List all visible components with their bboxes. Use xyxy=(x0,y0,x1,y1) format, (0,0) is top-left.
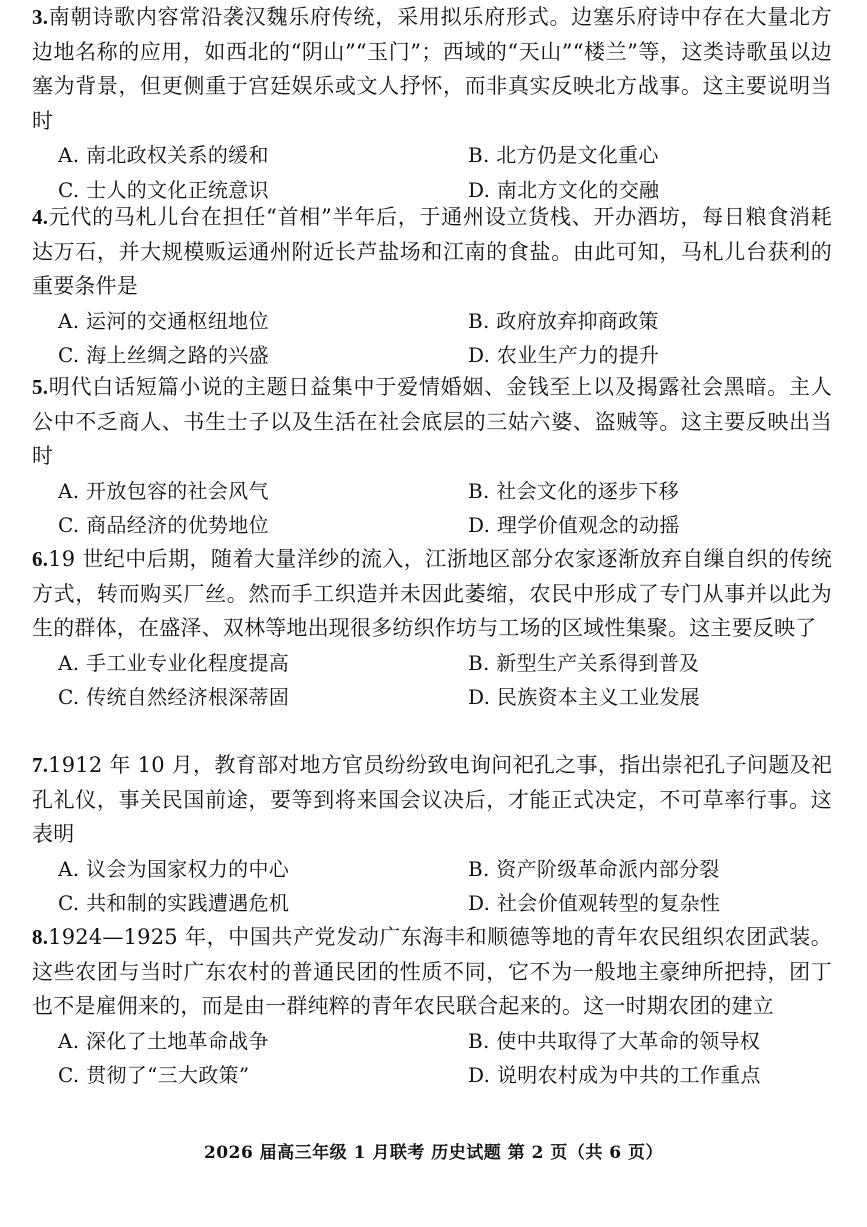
option-d: D. 社会价值观转型的复杂性 xyxy=(468,891,721,915)
options xyxy=(32,138,832,207)
question-stem xyxy=(32,200,832,304)
option-c: C. 共和制的实践遭遇危机 xyxy=(58,891,290,915)
options xyxy=(32,852,832,921)
question-number: 7. xyxy=(32,753,49,777)
question-text: 元代的马札儿台在担任“首相”半年后，于通州设立货栈、开办酒坊，每日粮食消耗达万石，并大规模贩运通州附近长芦盐场和江南的食盐。由此可知，马札儿台获利的重要条件是 xyxy=(32,205,832,298)
question-number: 4. xyxy=(32,205,49,229)
question-stem xyxy=(32,920,832,1024)
question-stem xyxy=(32,748,832,852)
question-5 xyxy=(32,370,832,543)
page-footer: 2026 届高三年级 1 月联考 历史试题 第 2 页（共 6 页） xyxy=(203,1143,664,1163)
option-d: D. 理学价值观念的动摇 xyxy=(468,513,680,537)
question-number: 5. xyxy=(32,375,49,399)
option-b: B. 使中共取得了大革命的领导权 xyxy=(468,1028,761,1053)
question-number: 8. xyxy=(32,925,49,949)
options xyxy=(32,304,832,373)
question-number: 6. xyxy=(32,547,49,571)
option-c: C. 海上丝绸之路的兴盛 xyxy=(58,343,269,367)
option-d: D. 南北方文化的交融 xyxy=(468,177,660,202)
question-text: 19 世纪中后期，随着大量洋纱的流入，江浙地区部分农家逐渐放弃自缫自织的传统方式，转而购买厂丝。然而手工织造并未因此萎缩，农民中形成了专门从事并以此为生的群体，在盛泽、双林等地出现很多纺织作坊与工场的区域性集聚。这主要反映了 xyxy=(32,547,832,640)
question-8 xyxy=(32,920,832,1093)
options xyxy=(32,1024,832,1093)
question-6 xyxy=(32,542,832,715)
question-4 xyxy=(32,200,832,373)
option-b: B. 政府放弃抑商政策 xyxy=(468,308,659,333)
option-b: B. 北方仍是文化重心 xyxy=(468,143,659,167)
option-d: D. 民族资本主义工业发展 xyxy=(468,685,700,709)
option-c: C. 传统自然经济根深蒂固 xyxy=(58,685,290,709)
question-stem xyxy=(32,0,832,138)
question-stem xyxy=(32,542,832,646)
option-c: C. 商品经济的优势地位 xyxy=(58,513,269,537)
option-a: A. 手工业专业化程度提高 xyxy=(58,650,290,675)
option-a: A. 深化了土地革命战争 xyxy=(58,1028,269,1053)
question-text: 明代白话短篇小说的主题日益集中于爱情婚姻、金钱至上以及揭露社会黑暗。主人公中不乏商人、书生士子以及生活在社会底层的三姑六婆、盗贼等。这主要反映出当时 xyxy=(32,375,832,468)
question-text: 1924—1925 年，中国共产党发动广东海丰和顺德等地的青年农民组织农团武装。这些农团与当时广东农村的普通民团的性质不同，它不为一般地主豪绅所把持，团丁也不是雇佣来的，而是由一群纯粹的青年农民联合起来的。这一时期农团的建立 xyxy=(32,925,832,1018)
option-d: D. 说明农村成为中共的工作重点 xyxy=(468,1063,761,1087)
option-c: C. 士人的文化正统意识 xyxy=(58,177,269,202)
option-c: C. 贯彻了“三大政策” xyxy=(58,1063,250,1087)
question-text: 1912 年 10 月，教育部对地方官员纷纷致电询问祀孔之事，指出崇祀孔子问题及祀孔礼仪，事关民国前途，要等到将来国会议决后，才能正式决定，不可草率行事。这表明 xyxy=(32,753,832,846)
question-3 xyxy=(32,0,832,207)
options xyxy=(32,474,832,543)
option-d: D. 农业生产力的提升 xyxy=(468,343,660,367)
option-b: B. 新型生产关系得到普及 xyxy=(468,650,700,675)
option-a: A. 南北政权关系的缓和 xyxy=(58,143,269,167)
option-a: A. 议会为国家权力的中心 xyxy=(58,856,290,881)
question-text: 南朝诗歌内容常沿袭汉魏乐府传统，采用拟乐府形式。边塞乐府诗中存在大量北方边地名称的应用，如西北的“阴山”“玉门”；西域的“天山”“楼兰”等，这类诗歌虽以边塞为背景，但更侧重于宫廷娱乐或文人抒怀，而非真实反映北方战事。这主要说明当时 xyxy=(32,5,832,133)
question-number: 3. xyxy=(32,5,49,29)
options xyxy=(32,646,832,715)
option-b: B. 资产阶级革命派内部分裂 xyxy=(468,856,720,881)
option-a: A. 开放包容的社会风气 xyxy=(58,478,269,503)
option-a: A. 运河的交通枢纽地位 xyxy=(58,308,269,333)
option-b: B. 社会文化的逐步下移 xyxy=(468,478,680,503)
question-7 xyxy=(32,748,832,921)
question-stem xyxy=(32,370,832,474)
